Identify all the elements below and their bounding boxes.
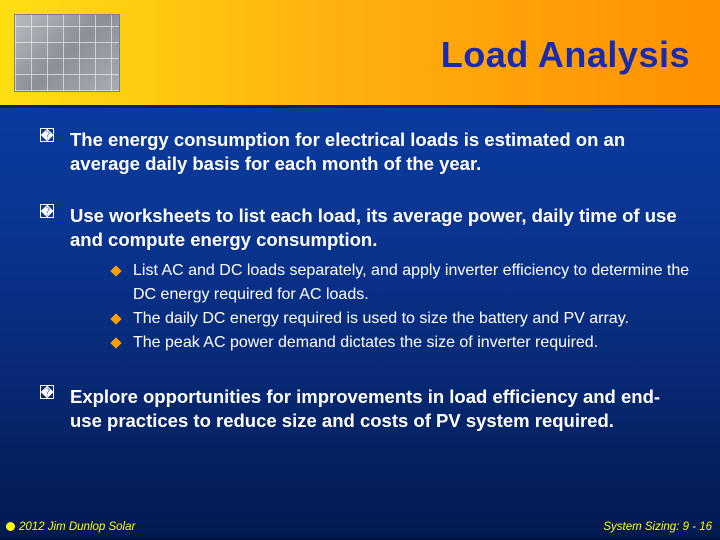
missing-glyph-icon: � [41, 129, 54, 143]
diamond-bullet-icon [110, 337, 121, 348]
sub-bullet-text: The daily DC energy required is used to size the battery and PV array. [133, 310, 629, 327]
diamond-bullet-icon [110, 265, 121, 276]
bullet-list [40, 128, 690, 454]
sub-bullet-item [70, 307, 690, 331]
bullet-item [40, 204, 690, 355]
bullet-text: The energy consumption for electrical loads is estimated on an average daily basis for each month of the year. [70, 129, 626, 174]
slide-title: Load Analysis [440, 34, 690, 75]
sub-bullet-text: The peak AC power demand dictates the size of inverter required. [133, 334, 599, 351]
solar-panel-image [14, 14, 120, 92]
bullet-item [40, 128, 690, 176]
sub-bullet-item [70, 331, 690, 355]
sub-bullet-item [70, 259, 690, 307]
header-divider [0, 105, 720, 108]
diamond-bullet-icon [110, 313, 121, 324]
sub-bullet-text: List AC and DC loads separately, and apply inverter efficiency to determine the DC energy required for AC loads. [133, 262, 690, 303]
bullet-text: Explore opportunities for improvements in load efficiency and end-use practices to reduce size and costs of PV system required. [70, 386, 661, 431]
missing-glyph-icon: � [41, 205, 54, 219]
footer-page-number: System Sizing: 9 - 16 [603, 521, 712, 533]
sub-bullet-list [70, 259, 690, 355]
footer-left-text: 2012 Jim Dunlop Solar [19, 521, 136, 533]
bullet-item [40, 385, 690, 433]
copyright-icon [6, 522, 15, 531]
footer-copyright [6, 521, 135, 533]
missing-glyph-icon: � [41, 386, 54, 400]
bullet-text: Use worksheets to list each load, its average power, daily time of use and compute energy consumption. [70, 205, 677, 250]
